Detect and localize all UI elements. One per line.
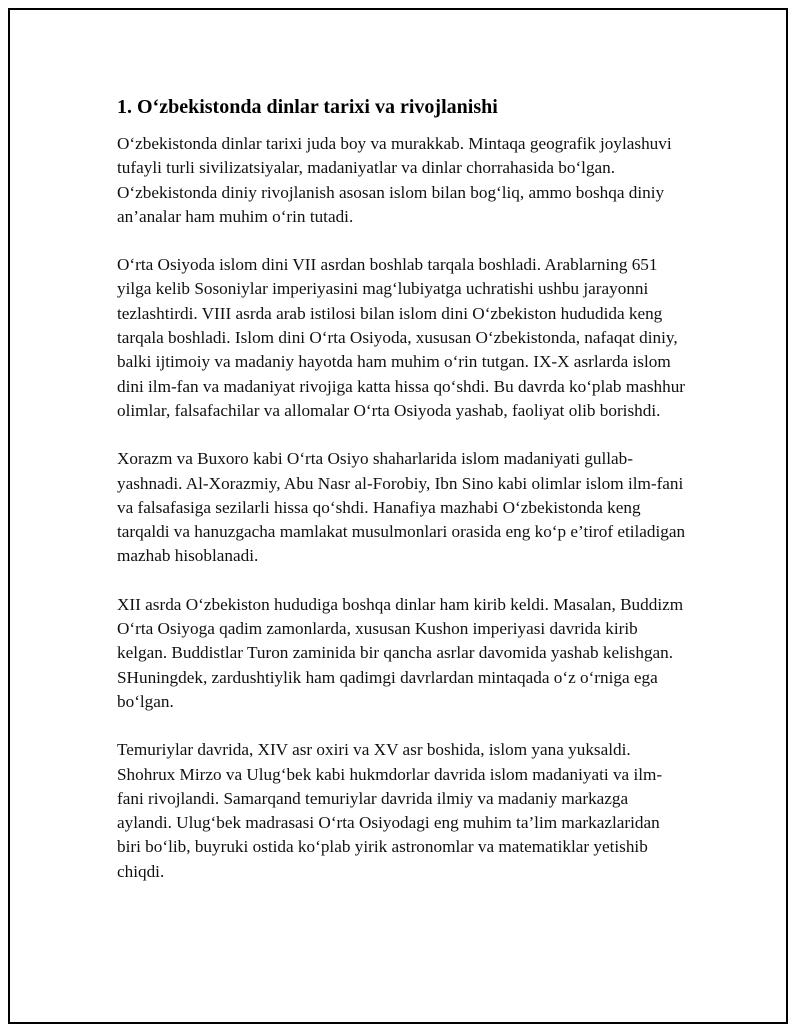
document-body [117,94,687,908]
paragraph-2: O‘rta Osiyoda islom dini VII asrdan boshlab tarqala boshladi. Arablarning 651 yilga kelib Sosoniylar imperiyasini mag‘lubiyatga uchratishi ushbu jarayonni tezlashtirdi. VIII asrda arab istilosi bilan islom dini O‘zbekiston hududida keng tarqala boshladi. Islom dini O‘rta Osiyoda, xususan O‘zbekistonda, nafaqat diniy, balki ijtimoiy va madaniy hayotda ham muhim o‘rin tutgan. IX-X asrlarda islom dini ilm-fan va madaniyat rivojiga katta hissa qo‘shdi. Bu davrda ko‘plab mashhur olimlar, falsafachilar va allomalar O‘rta Osiyoda yashab, faoliyat olib borishdi. [117,255,686,420]
paragraph-4: XII asrda O‘zbekiston hududiga boshqa dinlar ham kirib keldi. Masalan, Buddizm O‘rta Osiyoga qadim zamonlarda, xususan Kushon imperiyasi davrida kirib kelgan. Buddistlar Turon zaminida bir qancha asrlar davomida yashab kelishgan. SHuningdek, zardushtiylik ham qadimgi davrlardan mintaqada o‘z o‘rniga ega bo‘lgan. [117,594,684,711]
paragraph-5: Temuriylar davrida, XIV asr oxiri va XV asr boshida, islom yana yuksaldi. Shohrux Mirzo va Ulug‘bek kabi hukmdorlar davrida islom madaniyati va ilm-fani rivojlandi. Samarqand temuriylar davrida ilmiy va madaniy markazga aylandi. Ulug‘bek madrasasi O‘rta Osiyodagi eng muhim ta’lim markazlaridan biri bo‘lib, buyruki ostida ko‘plab yirik astronomlar va matematiklar yetishib chiqdi. [117,740,663,881]
paragraph-1: O‘zbekistonda dinlar tarixi juda boy va murakkab. Mintaqa geografik joylashuvi tufayli turli sivilizatsiyalar, madaniyatlar va dinlar chorrahasida bo‘lgan. O‘zbekistonda diniy rivojlanish asosan islom bilan bog‘liq, ammo boshqa diniy an’analar ham muhim o‘rin tutadi. [117,134,672,226]
section-heading: 1. O‘zbekistonda dinlar tarixi va rivojlanishi [117,96,498,118]
paragraph-3: Xorazm va Buxoro kabi O‘rta Osiyo shaharlarida islom madaniyati gullab-yashnadi. Al-Xorazmiy, Abu Nasr al-Forobiy, Ibn Sino kabi olimlar islom ilm-fani va falsafasiga sezilarli hissa qo‘shdi. Hanafiya mazhabi O‘zbekistonda keng tarqaldi va hanuzgacha mamlakat musulmonlari orasida eng ko‘p e’tirof etiladigan mazhab hisoblanadi. [117,449,686,566]
